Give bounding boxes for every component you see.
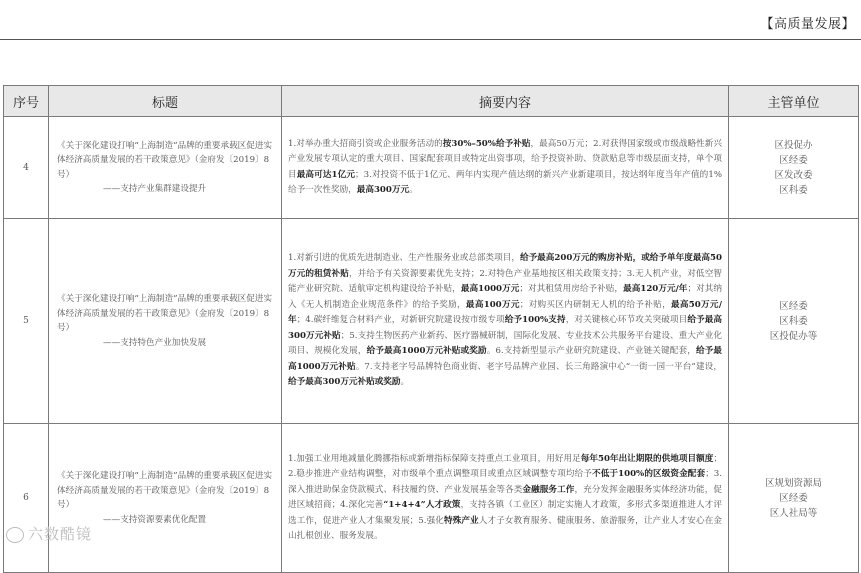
watermark-text: 六数酷镜 (28, 525, 93, 543)
row-summary (282, 424, 729, 573)
row-departments (729, 117, 859, 219)
department-name: 区经委 (779, 300, 808, 312)
summary-text: ，最高50万元；2.对获得国家级或市级战略性新兴产业发展专项认定的重大项目、国家配套项目或特定出资事项，给予投资补助、贷款贴息等市级层面支持，单个项目 (288, 138, 723, 180)
header-divider (0, 39, 861, 40)
department-name: 区经委 (779, 492, 808, 504)
row-title (49, 219, 282, 424)
department-name: 区投促办等 (769, 330, 818, 342)
summary-text: ；5.支持生物医药产业新药、医疗器械研制，国际化发展、专业技术公共服务平台建设、重大产业化项目、规模化发展， (288, 330, 722, 357)
summary-text: 。 (409, 185, 418, 195)
summary-text: 。6.支持新型显示产业研究院建设、产业链关键配套， (486, 346, 696, 357)
watermark-logo-icon (6, 527, 24, 543)
summary-text: ；对购买区内研制无人机的给予补贴， (519, 299, 671, 310)
summary-highlight: 给予最高300万元补贴或奖励 (288, 377, 401, 388)
summary-highlight: 每年50年出让期限的供地项目额度 (580, 453, 714, 464)
title-main: 《关于深化建设打响“上海制造”品牌的重要承载区促进实体经济高质量发展的若干政策意见》（金府发〔2019〕8号） (57, 294, 273, 333)
table-row (4, 424, 859, 573)
watermark (6, 523, 92, 544)
row-departments (729, 424, 859, 573)
column-header-department: 主管单位 (729, 86, 859, 117)
department-name: 区科委 (779, 315, 808, 327)
department-name: 区投促办 (774, 139, 813, 151)
title-subtitle: ——支持特色产业加快发展 (103, 337, 207, 348)
department-name: 区规划资源局 (764, 477, 822, 489)
row-summary (282, 219, 729, 424)
table-header-row (4, 86, 859, 117)
row-number: 4 (4, 117, 49, 219)
summary-highlight: 最高100万元 (465, 299, 520, 310)
summary-text: 1.对新引进的优质先进制造业、生产性服务业或总部类项目， (288, 253, 520, 264)
summary-text: ，支持各镇（工业区）制定实施人才政策，多形式多渠道推进人才评选工作，促进产业人才集聚发展；5.强化 (288, 500, 722, 526)
summary-highlight: 给予最高300万元补贴 (288, 315, 722, 341)
department-name: 区科委 (779, 184, 808, 196)
summary-text: ；2.稳步推进产业结构调整，对市级单个重点调整项目或重点区域调整专项均给予 (288, 453, 723, 479)
summary-highlight: “1+4+4”人才政策 (383, 500, 461, 510)
summary-highlight: 给予最高1000万元补贴或奖励 (366, 346, 487, 357)
row-title (49, 117, 282, 219)
column-header-summary: 摘要内容 (282, 86, 729, 117)
row-number: 6 (4, 424, 49, 573)
summary-highlight: 最高可达1亿元 (296, 169, 356, 180)
department-name: 区发改委 (774, 169, 813, 181)
section-tag: 【高质量发展】 (760, 17, 855, 32)
summary-highlight: 最高300万元 (356, 185, 410, 195)
summary-text: ；4.碳纤维复合材料产业，对新研究院建设按市级专项 (296, 315, 505, 326)
summary-text: ，充分发挥金融服务实体经济功能，促进区域招商；4.深化完善 (288, 484, 722, 510)
summary-highlight: 给予最高200万元的购房补贴，或给予单年度最高50万元的租赁补贴 (288, 253, 722, 279)
summary-highlight: 给予最高1000万元补贴 (288, 346, 722, 372)
summary-highlight: 最高50万元/年 (288, 299, 722, 326)
summary-text: ；对其纳入《无人机制造企业规范条件》的给予奖励， (288, 284, 722, 310)
summary-text: 1.对举办重大招商引资或企业服务活动的 (288, 138, 443, 149)
department-name: 区人社局等 (769, 507, 818, 519)
summary-text: ，并给予有关资源要素优先支持；2.对特色产业基地按区相关政策支持；3.无人机产业，对低空智能产业研究院、适航审定机构建设给予补贴， (288, 268, 722, 295)
summary-text: ；3.深入推进助保金贷款模式、科技履约贷、产业发展基金等各类 (288, 469, 722, 495)
row-number: 5 (4, 219, 49, 424)
column-header-title: 标题 (49, 86, 282, 117)
summary-highlight: 最高120万元/年 (623, 284, 688, 295)
title-main: 《关于深化建设打响“上海制造”品牌的重要承载区促进实体经济高质量发展的若干政策意见》（金府发〔2019〕8号） (57, 471, 273, 510)
title-subtitle: ——支持产业集群建设提升 (103, 184, 207, 194)
summary-text: 。7.支持老字号品牌特色商业街、老字号品牌产业园、长三角路演中心“一街一园一平台”建设， (355, 361, 722, 372)
row-title (49, 424, 282, 573)
summary-text: 。 (400, 377, 410, 388)
summary-highlight: 特殊产业 (443, 515, 479, 526)
row-summary (282, 117, 729, 219)
summary-highlight: 按30%–50%给予补贴 (442, 138, 531, 149)
title-main: 《关于深化建设打响“上海制造”品牌的重要承载区促进实体经济高质量发展的若干政策意见》（金府发〔2019〕8号） (57, 140, 273, 180)
table-row (4, 117, 859, 219)
row-departments (729, 219, 859, 424)
policy-table (3, 85, 859, 573)
column-header-number: 序号 (4, 86, 49, 117)
department-name: 区经委 (779, 154, 808, 166)
title-subtitle: ——支持资源要素优化配置 (103, 514, 207, 525)
summary-highlight: 最高1000万元 (460, 284, 520, 295)
summary-highlight: 不低于100%的区级资金配套 (592, 469, 706, 479)
summary-highlight: 金融服务工作 (522, 484, 575, 495)
summary-text: 人才子女教育服务、健康服务、旅游服务，让产业人才安心在金山扎根创业、服务发展。 (288, 515, 722, 541)
table-row (4, 219, 859, 424)
summary-text: ，对关键核心环节攻关突破项目 (565, 315, 688, 326)
summary-text: 1.加强工业用地减量化腾挪指标或新增指标保障支持重点工业项目，用好用足 (288, 453, 581, 464)
summary-text: ；3.对投资不低于1亿元、两年内实现产值达纲的新兴产业新建项目，按达纲年度当年产值的1%给予一次性奖励， (288, 169, 722, 195)
summary-text: ；对其租赁用房给予补贴， (519, 284, 624, 295)
summary-highlight: 给予100%支持 (504, 315, 566, 326)
